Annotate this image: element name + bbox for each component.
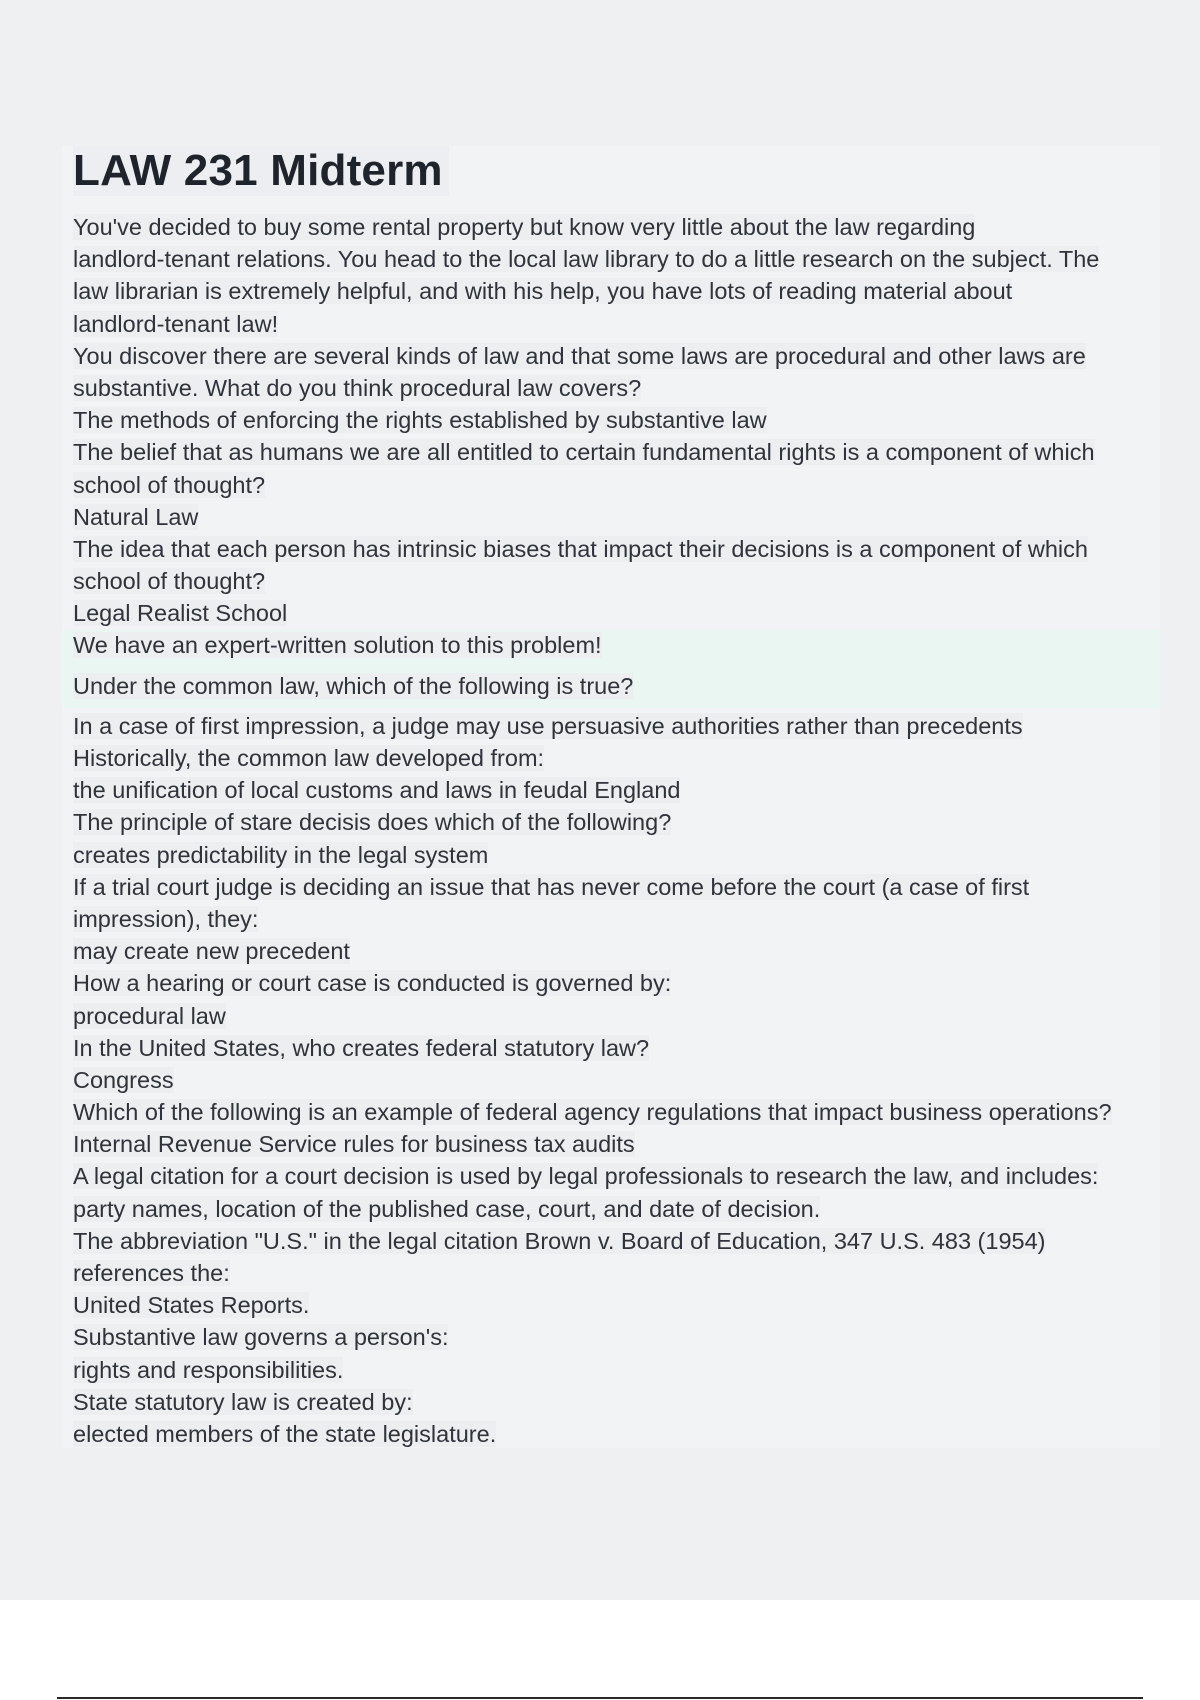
text-line: landlord-tenant law! (73, 310, 279, 337)
question-line: The principle of stare decisis does which of the following? (73, 809, 672, 836)
text-line: landlord-tenant relations. You head to the local law library to do a little research on the subject. The (73, 246, 1100, 273)
answer-line: In a case of first impression, a judge may use persuasive authorities rather than precedents (73, 712, 1023, 739)
question-line: The abbreviation "U.S." in the legal citation Brown v. Board of Education, 347 U.S. 483 (1954) (73, 1227, 1046, 1254)
question-line: substantive. What do you think procedural law covers? (73, 374, 642, 401)
answer-line: procedural law (73, 1002, 226, 1029)
question-line: You discover there are several kinds of law and that some laws are procedural and other laws are (73, 342, 1086, 369)
answer-line: Natural Law (73, 503, 199, 530)
answer-line: the unification of local customs and laws in feudal England (73, 777, 681, 804)
question-line: How a hearing or court case is conducted is governed by: (73, 970, 672, 997)
text-line: You've decided to buy some rental property but know very little about the law regarding (73, 214, 976, 240)
document-title: LAW 231 Midterm (73, 146, 449, 196)
answer-line: party names, location of the published case, court, and date of decision. (73, 1195, 821, 1222)
question-line: school of thought? (73, 568, 266, 595)
question-line: In the United States, who creates federal statutory law? (73, 1034, 650, 1061)
question-line: Substantive law governs a person's: (73, 1324, 449, 1351)
question-line: If a trial court judge is deciding an issue that has never come before the court (a case of first (73, 873, 1030, 900)
answer-line: Congress (73, 1066, 174, 1093)
answer-line: rights and responsibilities. (73, 1356, 344, 1383)
question-line: references the: (73, 1260, 230, 1286)
question-line: impression), they: (73, 905, 259, 932)
question-line: Historically, the common law developed from: (73, 745, 545, 771)
question-line: Which of the following is an example of federal agency regulations that impact business operations? (73, 1099, 1112, 1126)
answer-line: elected members of the state legislature. (73, 1420, 497, 1447)
answer-line: may create new precedent (73, 938, 350, 965)
answer-line: Internal Revenue Service rules for business tax audits (73, 1131, 635, 1158)
question-line: school of thought? (73, 471, 266, 498)
question-line: Under the common law, which of the following is true? (73, 672, 634, 699)
page-divider (57, 1697, 1143, 1699)
text-line: law librarian is extremely helpful, and with his help, you have lots of reading material about (73, 278, 1013, 305)
solution-promo-text: We have an expert-written solution to this problem! (73, 632, 602, 659)
document-body (73, 211, 1153, 1450)
answer-line: United States Reports. (73, 1292, 310, 1319)
answer-line: The methods of enforcing the rights established by substantive law (73, 407, 767, 434)
question-line: A legal citation for a court decision is used by legal professionals to research the law, and includes: (73, 1163, 1099, 1190)
question-line: The belief that as humans we are all entitled to certain fundamental rights is a component of which (73, 439, 1095, 466)
question-line: State statutory law is created by: (73, 1388, 413, 1415)
answer-line: creates predictability in the legal system (73, 841, 489, 868)
question-line: The idea that each person has intrinsic biases that impact their decisions is a component of which (73, 535, 1088, 562)
answer-line: Legal Realist School (73, 600, 288, 627)
